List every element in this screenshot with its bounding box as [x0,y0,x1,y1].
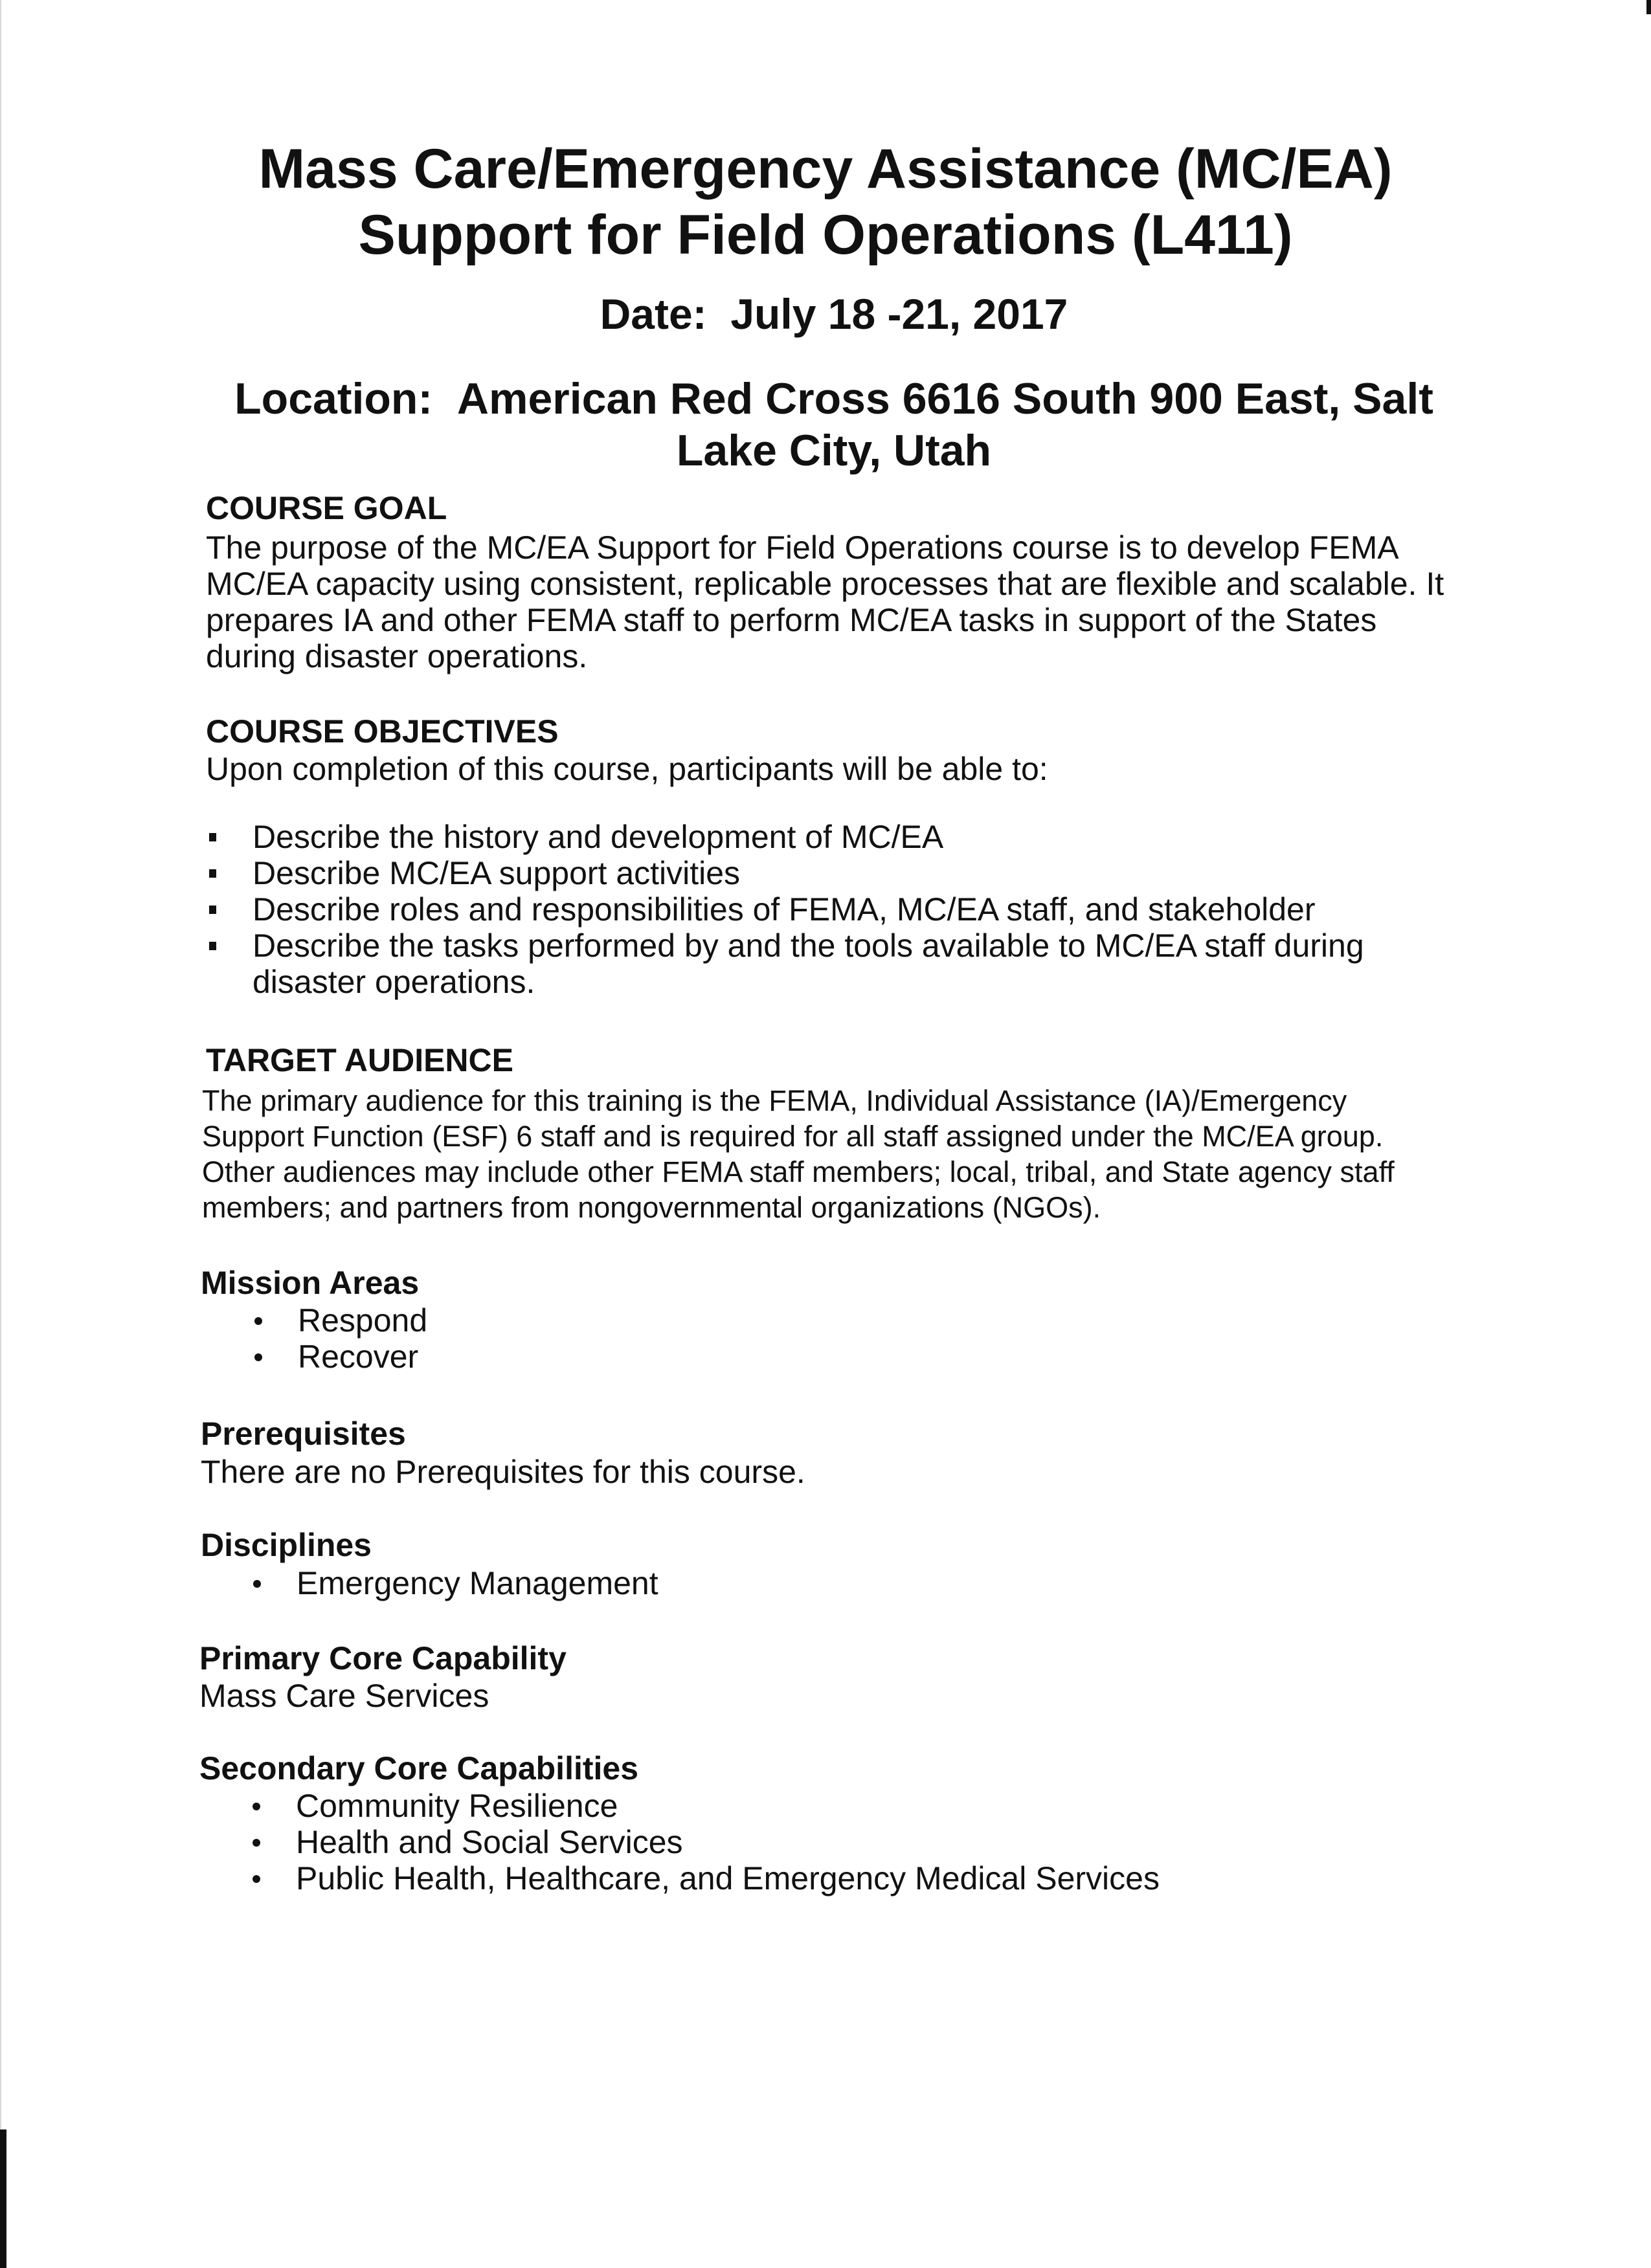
course-goal-line: during disaster operations. [206,638,588,674]
objective-text: Describe the tasks performed by and the tools available to MC/EA staff during [253,928,1364,964]
objective-text: disaster operations. [253,964,535,1000]
document-title-line-1: Mass Care/Emergency Assistance (MC/EA) [258,138,1393,200]
target-audience-line: The primary audience for this training is the FEMA, Individual Assistance (IA)/Emergency [202,1084,1347,1117]
bullet-icon [253,1839,260,1847]
discipline-text: Emergency Management [297,1565,658,1601]
list-item [296,1824,1160,1860]
bullet-icon [253,1875,260,1883]
mission-area-text: Respond [298,1302,428,1339]
list-item [297,1565,658,1601]
mission-area-text: Recover [298,1339,419,1375]
objective-text: Describe MC/EA support activities [253,855,741,891]
document-title-line-2: Support for Field Operations (L411) [358,204,1293,266]
prerequisites-text: There are no Prerequisites for this course. [201,1454,805,1490]
capability-text: Community Resilience [296,1788,618,1824]
course-goal-paragraph [206,529,1444,674]
mission-areas-heading: Mission Areas [201,1265,420,1301]
primary-core-capability-heading: Primary Core Capability [199,1640,567,1676]
square-bullet-icon [209,869,216,878]
list-item [296,1788,1160,1824]
mission-areas-list [298,1302,427,1375]
prerequisites-heading: Prerequisites [201,1416,406,1452]
objective-text: Describe roles and responsibilities of FEMA, MC/EA staff, and stakeholder [253,891,1316,928]
location-label: Location: [234,374,433,423]
location-line-2: Lake City, Utah [676,426,992,475]
list-item [253,928,1364,964]
square-bullet-icon [209,942,216,950]
course-objectives-list [253,819,1364,1000]
capability-text: Public Health, Healthcare, and Emergency Medical Services [296,1860,1160,1896]
date-value: July 18 -21, 2017 [730,290,1068,338]
course-goal-line: MC/EA capacity using consistent, replicable processes that are flexible and scalable. It [206,566,1444,602]
bullet-icon [254,1353,262,1361]
list-item [253,855,1364,891]
primary-core-capability-text: Mass Care Services [199,1678,489,1714]
target-audience-heading: TARGET AUDIENCE [206,1042,513,1078]
target-audience-line: Other audiences may include other FEMA staff members; local, tribal, and State agency staff [202,1155,1395,1188]
square-bullet-icon [209,833,216,841]
scan-edge-artifact-left [0,2129,6,2268]
target-audience-line: Support Function (ESF) 6 staff and is required for all staff assigned under the MC/EA group. [202,1120,1384,1153]
course-goal-line: prepares IA and other FEMA staff to perform MC/EA tasks in support of the States [206,602,1377,638]
target-audience-paragraph [202,1083,1395,1225]
course-goal-heading: COURSE GOAL [206,490,447,526]
capability-text: Health and Social Services [296,1824,683,1860]
objective-text: Describe the history and development of MC/EA [253,819,944,855]
list-item [253,891,1364,928]
secondary-core-capabilities-heading: Secondary Core Capabilities [199,1750,639,1786]
disciplines-heading: Disciplines [201,1527,372,1563]
course-goal-line: The purpose of the MC/EA Support for Field Operations course is to develop FEMA [206,529,1399,566]
bullet-icon [253,1803,260,1810]
disciplines-list [297,1565,658,1601]
bullet-icon [253,1580,261,1588]
list-item [298,1339,427,1375]
date-line [0,290,1651,338]
list-item-continuation [253,964,1364,1000]
date-label: Date: [600,290,707,338]
course-objectives-intro: Upon completion of this course, participants will be able to: [206,751,1048,787]
list-item [298,1302,427,1339]
location-value-line-1: American Red Cross 6616 South 900 East, Salt [456,374,1433,423]
location-line-1 [0,374,1651,423]
bullet-icon [254,1317,262,1325]
course-objectives-heading: COURSE OBJECTIVES [206,713,559,750]
target-audience-line: members; and partners from nongovernmental organizations (NGOs). [202,1191,1101,1224]
list-item [253,819,1364,855]
square-bullet-icon [209,906,216,914]
list-item [296,1860,1160,1896]
secondary-core-capabilities-list [296,1788,1160,1896]
scan-edge-artifact-right [1646,0,1651,14]
